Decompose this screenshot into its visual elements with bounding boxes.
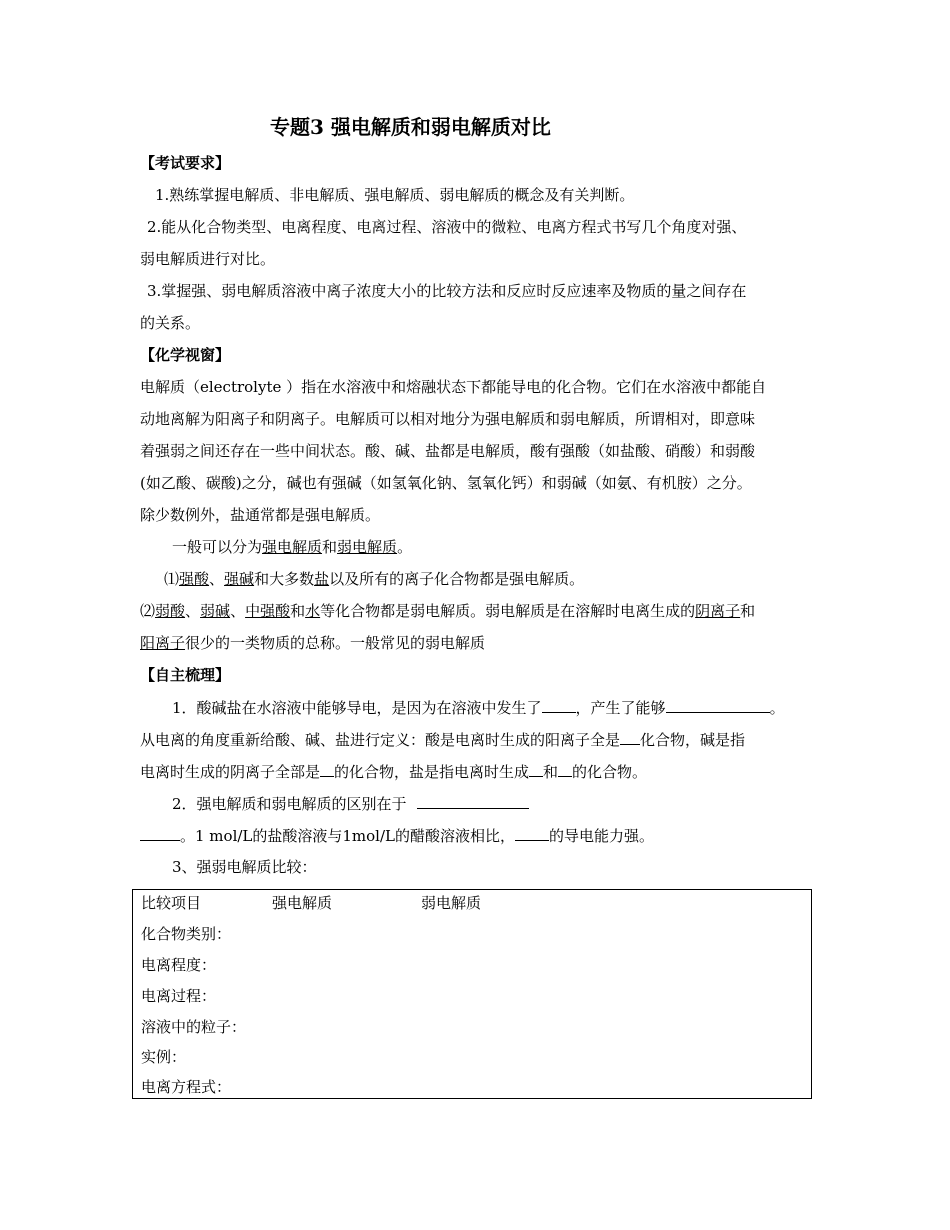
- blank-field[interactable]: [515, 825, 549, 841]
- weak-electrolyte-line: ⑵弱酸、弱碱、中强酸和水等化合物都是弱电解质。弱电解质是在溶解时电离生成的阴离子和: [140, 602, 756, 620]
- blank-field[interactable]: [320, 761, 334, 777]
- window-paragraph-line: 除少数例外，盐通常都是强电解质。: [140, 506, 381, 524]
- document-title: 专题3 强电解质和弱电解质对比: [270, 115, 551, 139]
- weak-electrolyte-line-2: 阳离子很少的一类物质的总称。一般常见的弱电解质: [140, 634, 486, 652]
- question-1-line-2: 从电离的角度重新给酸、碱、盐进行定义：酸是电离时生成的阳离子全是 化合物，碱是指: [140, 731, 746, 749]
- term-strong-acid: 强酸: [179, 570, 210, 588]
- exam-item-3-line-1: 3.掌握强、弱电解质溶液中离子浓度大小的比较方法和反应时反应速率及物质的量之间存在: [147, 282, 747, 300]
- table-row-label: 溶液中的粒子：: [141, 1018, 247, 1036]
- term-weak-acid: 弱酸: [155, 602, 186, 620]
- blank-field[interactable]: [417, 793, 529, 809]
- question-2-line-2: 。1 mol/L的盐酸溶液与1mol/L的醋酸溶液相比， 的导电能力强。: [140, 825, 654, 846]
- table-row-label: 化合物类别：: [141, 925, 232, 943]
- table-row-label: 电离方程式：: [141, 1078, 232, 1096]
- section-heading-window: 【化学视窗】: [140, 346, 231, 364]
- question-1-line-3: 电离时生成的阴离子全部是 的化合物，盐是指电离时生成 和 的化合物。: [140, 763, 648, 781]
- term-weak-base: 弱碱: [200, 602, 231, 620]
- section-heading-exam: 【考试要求】: [140, 154, 231, 172]
- blank-field[interactable]: [558, 761, 572, 777]
- question-1-line-1: 1．酸碱盐在水溶液中能够导电，是因为在溶液中发生了 ，产生了能够 。: [172, 699, 785, 717]
- window-paragraph-line: 动地离解为阳离子和阴离子。电解质可以相对地分为强电解质和弱电解质，所谓相对，即意味: [140, 410, 756, 428]
- comparison-table: [132, 889, 812, 1099]
- table-header-weak: 弱电解质: [421, 894, 482, 912]
- term-water: 水: [305, 602, 321, 620]
- window-paragraph-line: 电解质（electrolyte ）指在水溶液中和熔融状态下都能导电的化合物。它们在水溶液中都能自: [140, 378, 767, 396]
- window-paragraph-line: (如乙酸、碳酸)之分，碱也有强碱（如氢氧化钠、氢氧化钙）和弱碱（如氨、有机胺）之分。: [140, 474, 752, 492]
- section-heading-review: 【自主梳理】: [140, 666, 231, 684]
- exam-item-2-line-1: 2.能从化合物类型、电离程度、电离过程、溶液中的微粒、电离方程式书写几个角度对强、: [147, 218, 747, 236]
- question-3: 3、强弱电解质比较：: [172, 858, 317, 876]
- exam-item-3-line-2: 的关系。: [140, 314, 201, 332]
- table-row-label: 电离过程：: [141, 987, 217, 1005]
- exam-item-1: 1.熟练掌握电解质、非电解质、强电解质、弱电解质的概念及有关判断。: [155, 186, 635, 204]
- term-cation: 阳离子: [140, 634, 186, 652]
- classification-line: 一般可以分为强电解质和弱电解质。: [172, 538, 413, 556]
- window-paragraph-line: 着强弱之间还存在一些中间状态。酸、碱、盐都是电解质，酸有强酸（如盐酸、硝酸）和弱酸: [140, 442, 756, 460]
- term-medium-acid: 中强酸: [245, 602, 291, 620]
- exam-item-2-line-2: 弱电解质进行对比。: [140, 250, 276, 268]
- term-strong-base: 强碱: [224, 570, 255, 588]
- table-header-strong: 强电解质: [272, 894, 333, 912]
- blank-field[interactable]: [620, 729, 640, 745]
- strong-electrolyte-line: ⑴强酸、强碱和大多数盐以及所有的离子化合物都是强电解质。: [164, 570, 585, 588]
- blank-field[interactable]: [529, 761, 543, 777]
- term-anion: 阴离子: [695, 602, 741, 620]
- term-weak-electrolyte: 弱电解质: [337, 538, 398, 556]
- blank-field[interactable]: [542, 697, 576, 713]
- blank-field[interactable]: [140, 825, 180, 841]
- question-2-line-1: 2．强电解质和弱电解质的区别在于: [172, 793, 529, 814]
- term-salt: 盐: [314, 570, 330, 588]
- table-row-label: 实例：: [141, 1048, 187, 1066]
- term-strong-electrolyte: 强电解质: [262, 538, 323, 556]
- table-header-item: 比较项目: [141, 894, 202, 912]
- blank-field[interactable]: [666, 697, 770, 713]
- table-row-label: 电离程度：: [141, 956, 217, 974]
